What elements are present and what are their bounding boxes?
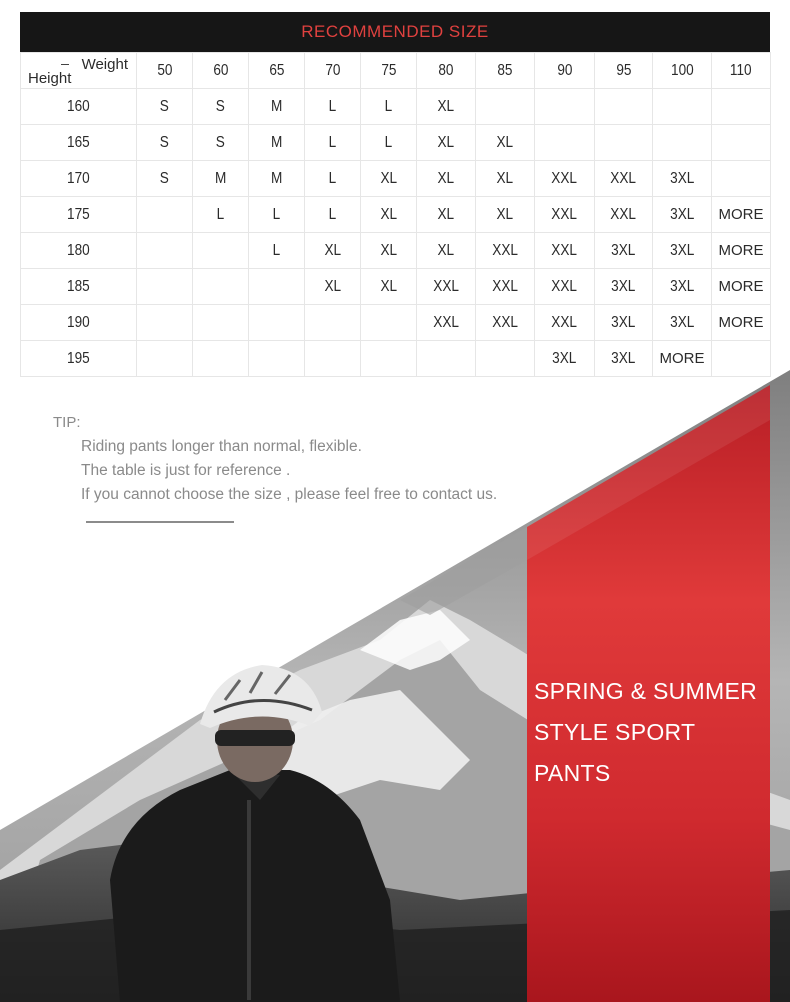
size-cell: XL: [305, 269, 361, 305]
size-cell: L: [361, 125, 417, 161]
tip-line: The table is just for reference .: [81, 462, 291, 479]
size-cell: 3XL: [595, 233, 653, 269]
size-cell: 3XL: [653, 161, 712, 197]
height-cell: 190: [21, 305, 137, 341]
headline-line: SPRING & SUMMER: [534, 678, 758, 704]
weight-header-cell: 50: [137, 53, 193, 89]
size-cell: S: [137, 89, 193, 125]
size-cell: M: [193, 161, 249, 197]
size-cell: L: [249, 233, 305, 269]
height-axis-label: Height: [28, 70, 72, 87]
size-cell: XL: [417, 197, 476, 233]
height-cell: 175: [21, 197, 137, 233]
size-cell: XL: [476, 161, 535, 197]
size-cell: 3XL: [595, 269, 653, 305]
weight-header-cell: 95: [595, 53, 653, 89]
size-cell: 3XL: [595, 305, 653, 341]
size-cell: XL: [476, 125, 535, 161]
weight-header-cell: 80: [417, 53, 476, 89]
size-cell: XXL: [535, 305, 595, 341]
size-cell: XL: [305, 233, 361, 269]
headline-line: STYLE SPORT: [534, 719, 696, 745]
weight-header-cell: 85: [476, 53, 535, 89]
size-cell: L: [361, 89, 417, 125]
tip-line: Riding pants longer than normal, flexible.: [81, 438, 362, 455]
size-cell: XL: [361, 197, 417, 233]
size-cell: XXL: [535, 269, 595, 305]
size-cell: 3XL: [653, 197, 712, 233]
size-cell: XL: [417, 161, 476, 197]
size-cell: MORE: [712, 305, 771, 341]
size-cell: L: [249, 197, 305, 233]
size-cell: MORE: [653, 341, 712, 377]
size-cell: 3XL: [653, 305, 712, 341]
height-cell: 160: [21, 89, 137, 125]
size-cell: XL: [417, 89, 476, 125]
height-cell: 195: [21, 341, 137, 377]
headline-line: PANTS: [534, 760, 611, 786]
size-cell: 3XL: [653, 233, 712, 269]
weight-header-cell: 75: [361, 53, 417, 89]
size-cell: XXL: [476, 233, 535, 269]
size-cell: S: [193, 125, 249, 161]
size-cell: M: [249, 161, 305, 197]
height-cell: 170: [21, 161, 137, 197]
size-cell: XXL: [535, 233, 595, 269]
height-cell: 185: [21, 269, 137, 305]
weight-header-cell: 65: [249, 53, 305, 89]
size-cell: M: [249, 125, 305, 161]
height-cell: 165: [21, 125, 137, 161]
size-cell: L: [193, 197, 249, 233]
size-cell: S: [193, 89, 249, 125]
weight-header-cell: 70: [305, 53, 361, 89]
weight-header-cell: 110: [712, 53, 771, 89]
size-cell: XXL: [595, 197, 653, 233]
size-cell: XXL: [417, 269, 476, 305]
size-cell: L: [305, 125, 361, 161]
size-cell: MORE: [712, 233, 771, 269]
size-cell: XXL: [476, 269, 535, 305]
size-cell: 3XL: [535, 341, 595, 377]
size-cell: MORE: [712, 269, 771, 305]
size-cell: XL: [417, 125, 476, 161]
size-cell: 3XL: [595, 341, 653, 377]
weight-header-cell: 60: [193, 53, 249, 89]
size-cell: XL: [361, 233, 417, 269]
tip-heading: TIP:: [53, 414, 81, 431]
size-cell: XXL: [476, 305, 535, 341]
size-cell: XXL: [595, 161, 653, 197]
size-cell: 3XL: [653, 269, 712, 305]
size-cell: XXL: [535, 161, 595, 197]
size-cell: MORE: [712, 197, 771, 233]
size-cell: S: [137, 161, 193, 197]
weight-axis-label: Weight: [81, 56, 128, 73]
weight-header-cell: 100: [653, 53, 712, 89]
size-cell: S: [137, 125, 193, 161]
size-cell: L: [305, 89, 361, 125]
size-cell: XL: [361, 161, 417, 197]
size-cell: XXL: [417, 305, 476, 341]
size-chart-title: RECOMMENDED SIZE: [301, 22, 489, 41]
size-cell: XL: [361, 269, 417, 305]
size-cell: XL: [476, 197, 535, 233]
size-cell: L: [305, 197, 361, 233]
size-cell: XXL: [535, 197, 595, 233]
size-cell: XL: [417, 233, 476, 269]
size-cell: M: [249, 89, 305, 125]
size-cell: L: [305, 161, 361, 197]
height-cell: 180: [21, 233, 137, 269]
weight-header-cell: 90: [535, 53, 595, 89]
tip-line: If you cannot choose the size , please feel free to contact us.: [81, 486, 498, 503]
